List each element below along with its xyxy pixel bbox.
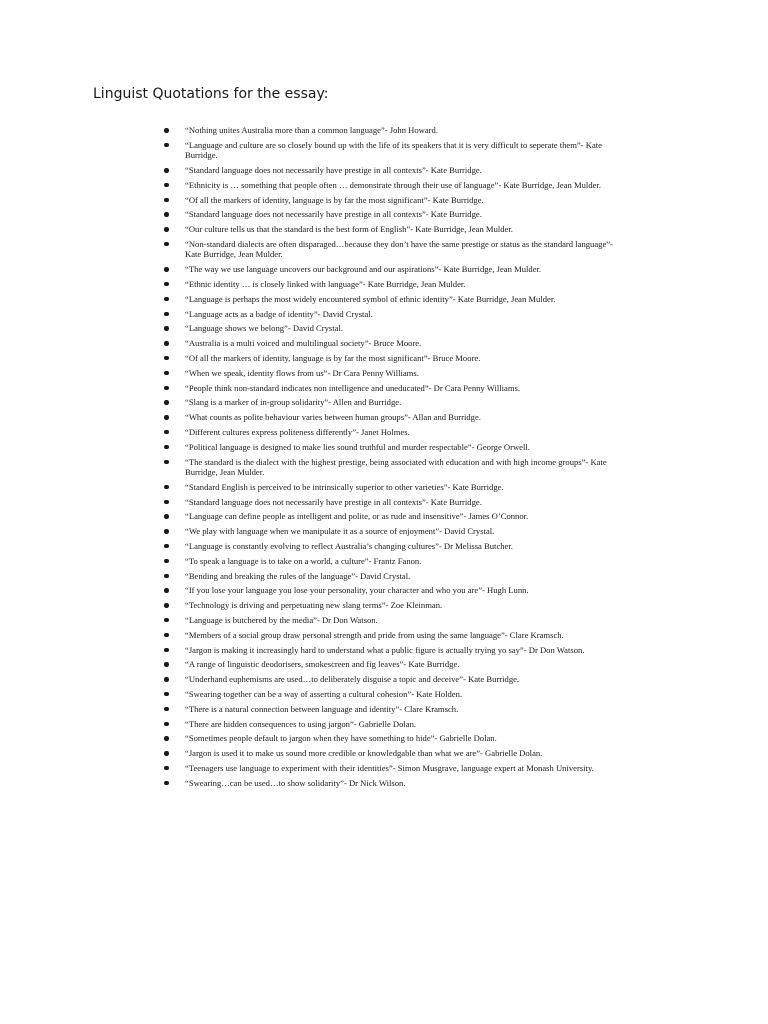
- quote-item: “Of all the markers of identity, language is by far the most significant”- Kate Burridge.: [185, 195, 615, 205]
- quote-item: “Language is butchered by the media”- Dr Don Watson.: [185, 615, 615, 625]
- quote-item: “To speak a language is to take on a world, a culture”- Frantz Fanon.: [185, 556, 615, 566]
- quote-item: “Members of a social group draw personal strength and pride from using the same language”- Clare Kramsch.: [185, 630, 615, 640]
- quote-item: “Technology is driving and perpetuating new slang terms”- Zoe Kleinman.: [185, 600, 615, 610]
- quote-list: [185, 125, 615, 792]
- quote-item: “Language shows we belong”- David Crystal.: [185, 323, 615, 333]
- quote-item: “Different cultures express politeness differently”- Janet Holmes.: [185, 427, 615, 437]
- quote-item: “Language can define people as intelligent and polite, or as rude and insensitive”- James O’Connor.: [185, 511, 615, 521]
- quote-item: “Of all the markers of identity, language is by far the most significant”- Bruce Moore.: [185, 353, 615, 363]
- quote-item: “Swearing…can be used…to show solidarity”- Dr Nick Wilson.: [185, 778, 615, 788]
- quote-item: “Language and culture are so closely bound up with the life of its speakers that it is very difficult to seperate them”- Kate Burridge.: [185, 140, 615, 161]
- quote-item: “When we speak, identity flows from us”- Dr Cara Penny Williams.: [185, 368, 615, 378]
- quote-item: “Slang is a marker of in-group solidarity”- Allen and Burridge.: [185, 397, 615, 407]
- quote-item: “A range of linguistic deodorisers, smokescreen and fig leaves”- Kate Burridge.: [185, 659, 615, 669]
- quote-item: “If you lose your language you lose your personality, your character and who you are”- Hugh Lunn.: [185, 585, 615, 595]
- document-title: Linguist Quotations for the essay:: [93, 86, 329, 102]
- quote-item: “Australia is a multi voiced and multilingual society”- Bruce Moore.: [185, 338, 615, 348]
- quote-item: “Standard language does not necessarily have prestige in all contexts”- Kate Burridge.: [185, 209, 615, 219]
- quote-item: “The way we use language uncovers our background and our aspirations”- Kate Burridge, Jean Mulder.: [185, 264, 615, 274]
- quote-item: “Jargon is making it increasingly hard to understand what a public figure is actually trying yo say”- Dr Don Watson.: [185, 645, 615, 655]
- quote-item: “Sometimes people default to jargon when they have something to hide”- Gabrielle Dolan.: [185, 733, 615, 743]
- quote-item: “Bending and breaking the rules of the language”- David Crystal.: [185, 571, 615, 581]
- quote-item: “Standard language does not necessarily have prestige in all contexts”- Kate Burridge.: [185, 497, 615, 507]
- quote-item: “Underhand euphemisms are used…to deliberately disguise a topic and deceive”- Kate Burridge.: [185, 674, 615, 684]
- quote-item: “The standard is the dialect with the highest prestige, being associated with education and with high income groups”- Kate Burridge, Jean Mulder.: [185, 457, 615, 478]
- quote-item: “There is a natural connection between language and identity”- Clare Kramsch.: [185, 704, 615, 714]
- quote-item: “Standard language does not necessarily have prestige in all contexts”- Kate Burridge.: [185, 165, 615, 175]
- quote-item: “Language is perhaps the most widely encountered symbol of ethnic identity”- Kate Burridge, Jean Mulder.: [185, 294, 615, 304]
- quote-item: “What counts as polite behaviour varies between human groups”- Allan and Burridge.: [185, 412, 615, 422]
- quote-item: “People think non-standard indicates non intelligence and uneducated”- Dr Cara Penny Williams.: [185, 383, 615, 393]
- quote-item: “Swearing together can be a way of asserting a cultural cohesion”- Kate Holden.: [185, 689, 615, 699]
- quote-item: “Teenagers use language to experiment with their identities”- Simon Musgrave, language expert at Monash University.: [185, 763, 615, 773]
- quote-item: “There are hidden consequences to using jargon”- Gabrielle Dolan.: [185, 719, 615, 729]
- quote-item: “Nothing unites Australia more than a common language”- John Howard.: [185, 125, 615, 135]
- quote-item: “We play with language when we manipulate it as a source of enjoyment”- David Crystal.: [185, 526, 615, 536]
- quote-item: “Our culture tells us that the standard is the best form of English”- Kate Burridge, Jean Mulder.: [185, 224, 615, 234]
- quote-item: “Language acts as a badge of identity”- David Crystal.: [185, 309, 615, 319]
- quote-item: “Non-standard dialects are often disparaged…because they don’t have the same prestige or status as the standard language”- Kate Burridge, Jean Mulder.: [185, 239, 615, 260]
- quote-item: “Jargon is used it to make us sound more credible or knowledgable than what we are”- Gabrielle Dolan.: [185, 748, 615, 758]
- quote-item: “Political language is designed to make lies sound truthful and murder respectable”- George Orwell.: [185, 442, 615, 452]
- quote-item: “Standard English is perceived to be intrinsically superior to other varieties”- Kate Burridge.: [185, 482, 615, 492]
- quote-item: “Ethnicity is … something that people often … demonstrate through their use of language”- Kate Burridge, Jean Mulder.: [185, 180, 615, 190]
- quote-item: “Ethnic identity … is closely linked with language”- Kate Burridge, Jean Mulder.: [185, 279, 615, 289]
- quote-item: “Language is constantly evolving to reflect Australia’s changing cultures”- Dr Melissa Butcher.: [185, 541, 615, 551]
